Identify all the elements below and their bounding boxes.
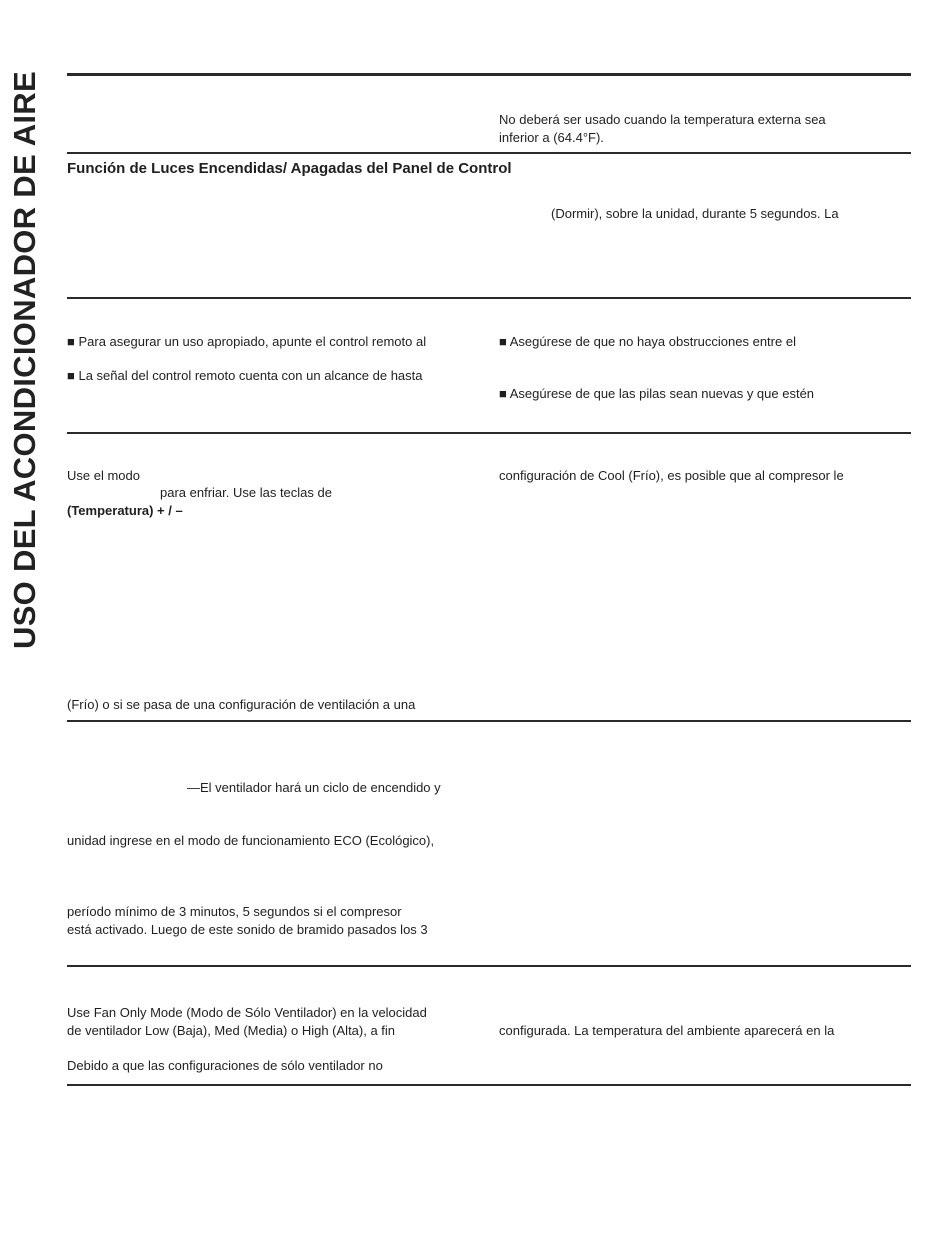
outdoor-temp-note-line2: inferior a (64.4°F). xyxy=(499,130,604,145)
bullet-square-icon: ■ xyxy=(67,334,75,349)
cool-mode-line1: Use el modo xyxy=(67,468,140,483)
eco-mode-line3: período mínimo de 3 minutos, 5 segundos si el compresor xyxy=(67,904,402,919)
panel-lights-heading: Función de Luces Encendidas/ Apagadas del Panel de Control xyxy=(67,160,512,177)
eco-mode-line4: está activado. Luego de este sonido de bramido pasados los 3 xyxy=(67,922,428,937)
outdoor-temp-note-line1: No deberá ser usado cuando la temperatura externa sea xyxy=(499,112,826,127)
fan-only-right-line: configurada. La temperatura del ambiente aparecerá en la xyxy=(499,1023,835,1038)
bullet-square-icon: ■ xyxy=(499,386,507,401)
section-divider xyxy=(67,965,911,967)
side-section-title: USO DEL ACONDICIONADOR DE AIRE xyxy=(7,71,42,649)
remote-bullet-aim xyxy=(67,333,426,351)
section-divider xyxy=(67,432,911,434)
remote-bullet-obstructions xyxy=(499,333,796,351)
bottom-divider xyxy=(67,1084,911,1086)
bullet-square-icon: ■ xyxy=(499,334,507,349)
remote-bullet-obstructions-text: Asegúrese de que no haya obstrucciones entre el xyxy=(509,334,796,349)
panel-lights-text: (Dormir), sobre la unidad, durante 5 segundos. La xyxy=(551,206,839,221)
fan-only-line1: Use Fan Only Mode (Modo de Sólo Ventilador) en la velocidad xyxy=(67,1005,427,1020)
remote-bullet-range-text: La señal del control remoto cuenta con un alcance de hasta xyxy=(78,368,423,383)
section-divider xyxy=(67,297,911,299)
fan-only-line2: de ventilador Low (Baja), Med (Media) o High (Alta), a fin xyxy=(67,1023,396,1038)
cool-mode-right-line: configuración de Cool (Frío), es posible que al compresor le xyxy=(499,468,844,483)
cool-mode-bottom-line: (Frío) o si se pasa de una configuración de ventilación a una xyxy=(67,697,416,712)
section-divider xyxy=(67,152,911,154)
remote-bullet-batteries-text: Asegúrese de que las pilas sean nuevas y que estén xyxy=(509,386,815,401)
eco-mode-line2: unidad ingrese en el modo de funcionamiento ECO (Ecológico), xyxy=(67,833,435,848)
top-divider xyxy=(67,73,911,76)
remote-bullet-batteries xyxy=(499,385,814,403)
remote-bullet-aim-text: Para asegurar un uso apropiado, apunte el control remoto al xyxy=(78,334,427,349)
bullet-square-icon: ■ xyxy=(67,368,75,383)
remote-bullet-range xyxy=(67,367,423,385)
cool-mode-line2: para enfriar. Use las teclas de xyxy=(160,485,332,500)
cool-mode-temperature-keys: (Temperatura) + / – xyxy=(67,503,183,518)
fan-only-line3: Debido a que las configuraciones de sólo ventilador no xyxy=(67,1058,383,1073)
section-divider xyxy=(67,720,911,722)
eco-mode-line1: —El ventilador hará un ciclo de encendido y xyxy=(187,780,441,795)
